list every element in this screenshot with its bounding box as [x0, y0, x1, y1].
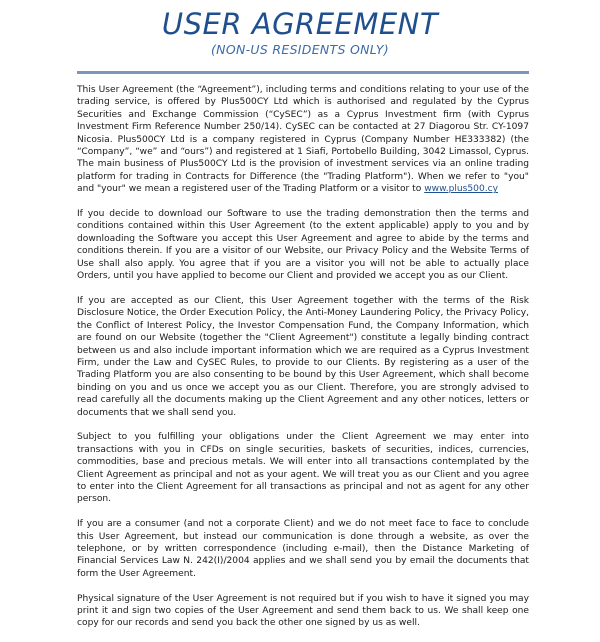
paragraph-software: If you decide to download our Software to use the trading demonstration then the terms and conditions contained within this User Agreement (to the extent applicable) apply to you and by downloading the Software you accept this User Agreement and agree to abide by the terms and conditions therein. If you are a visitor of our Website, our Privacy Policy and the Website Terms of Use shall also apply. You agree that if you are a visitor you will not be able to actually place Orders, until you have applied to become our Client and provided we accept you as our Client. — [77, 209, 529, 282]
title-divider — [77, 71, 529, 74]
paragraph-signature: Physical signature of the User Agreement is not required but if you wish to have it signed you may print it and sign two copies of the User Agreement and send them back to us. We shall keep one copy for our records and send you back the other one signed by us as well. — [77, 593, 529, 629]
paragraph-consumer: If you are a consumer (and not a corporate Client) and we do not meet face to face to conclude this User Agreement, but instead our communication is done through a website, as over the telephone, or by written correspondence (including e-mail), then the Distance Marketing of Financial Services Law N. 242(I)/2004 applies and we shall send you by email the documents that form the User Agreement. — [77, 519, 529, 579]
paragraph-transactions: Subject to you fulfilling your obligations under the Client Agreement we may enter into transactions with you in CFDs on single securities, baskets of securities, indices, currencies, commodities, base and precious metals. We will enter into all transactions contemplated by the Client Agreement as principal and not as your agent. We will treat you as our Client and you agree to enter into the Client Agreement for all transactions as principal and not as agent for any other person. — [77, 432, 529, 505]
document-title: USER AGREEMENT — [161, 7, 439, 41]
paragraph-intro-text: This User Agreement (the “Agreement”), including terms and conditions relating to your use of the trading service, is offered by Plus500CY Ltd which is authorised and regulated by the Cyprus Securities and Exchange Commission (“CySEC”) as a Cyprus Investment firm (with Cyprus Investment Firm Reference Number 250/14). CySEC can be contacted at 27 Diagorou Str. CY-1097 Nicosia. Plus500CY Ltd is a company registered in Cyprus (Company Number HE333382) (the “Company”, “we” and “ours”) and registered at 1 Siafi, Portobello Building, 3042 Limassol, Cyprus. The main business of Plus500CY Ltd is the provision of investment services via an online trading platform for trading in Contracts for Difference (the "Trading Platform"). When we refer to "you" and "your" we mean a registered user of the Trading Platform or a visitor to — [77, 85, 529, 195]
website-link[interactable]: www.plus500.cy — [424, 184, 499, 195]
document-body — [77, 84, 529, 642]
document-subtitle: (NON-US RESIDENTS ONLY) — [211, 42, 389, 57]
paragraph-client: If you are accepted as our Client, this User Agreement together with the terms of the Risk Disclosure Notice, the Order Execution Policy, the Anti-Money Laundering Policy, the Privacy Policy, the Conflict of Interest Policy, the Investor Compensation Fund, the Company Information, which are found on our Website (together the "Client Agreement") constitute a legally binding contract between us and also include important information which we are required as a Cyprus Investment Firm, under the Law and CySEC Rules, to provide to our Clients. By registering as a user of the Trading Platform you are also consenting to be bound by this User Agreement, which shall become binding on you and us once we accept you as our Client. Therefore, you are strongly advised to read carefully all the documents making up the Client Agreement and any other notices, letters or documents that we shall send you. — [77, 295, 529, 418]
paragraph-intro — [77, 84, 529, 196]
